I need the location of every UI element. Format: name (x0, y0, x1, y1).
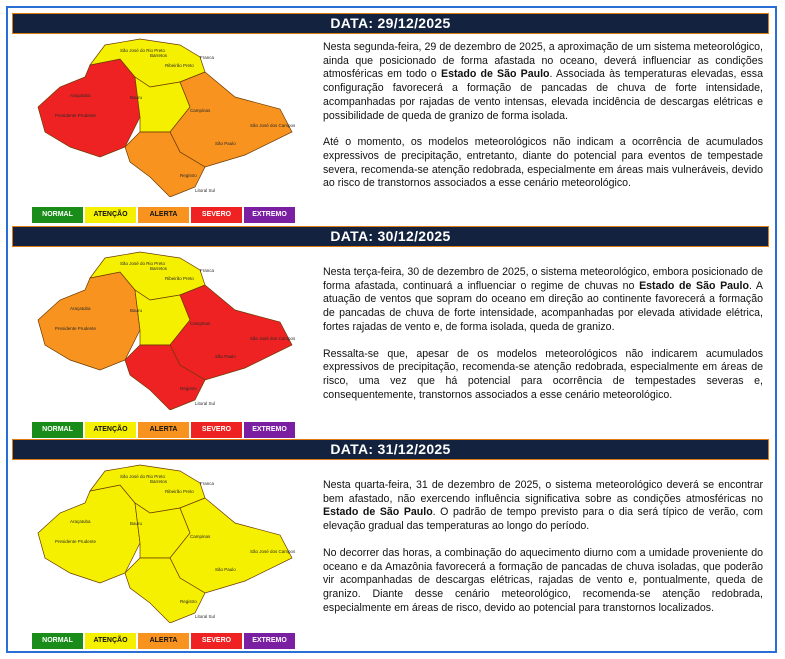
forecast-text (323, 266, 763, 415)
svg-text:São José do Rio Preto: São José do Rio Preto (120, 261, 166, 266)
svg-text:Franca: Franca (200, 481, 215, 486)
svg-text:Ribeirão Preto: Ribeirão Preto (165, 489, 194, 494)
svg-text:Araçatuba: Araçatuba (70, 519, 91, 524)
legend-atencao: ATENÇÃO (85, 207, 136, 223)
legend-severo: SEVERO (191, 207, 242, 223)
svg-text:São José do Rio Preto: São José do Rio Preto (120, 474, 166, 479)
date-header: DATA: 30/12/2025 (12, 226, 769, 247)
legend-normal: NORMAL (32, 207, 83, 223)
day-section (12, 226, 769, 436)
date-header: DATA: 29/12/2025 (12, 13, 769, 34)
legend-severo: SEVERO (191, 422, 242, 438)
svg-text:Araçatuba: Araçatuba (70, 306, 91, 311)
forecast-text (323, 479, 763, 628)
svg-text:Franca: Franca (200, 55, 215, 60)
legend-alerta: ALERTA (138, 633, 189, 649)
date-header: DATA: 31/12/2025 (12, 439, 769, 460)
legend-severo: SEVERO (191, 633, 242, 649)
svg-text:Araçatuba: Araçatuba (70, 93, 91, 98)
legend-extremo: EXTREMO (244, 422, 295, 438)
paragraph-2: Ressalta-se que, apesar de os modelos meteorológicos não indicarem acumulados expressivos de precipitação, recomenda-se atenção redobrada, especialmente em áreas de risco, uma vez que há potencial para ocorrência de tempestades severas e, consequentemente, transtornos associados a esse cenário meteorológico. (323, 347, 763, 401)
paragraph-1: Nesta segunda-feira, 29 de dezembro de 2025, a aproximação de um sistema meteorológico, ainda que posicionado de forma afastada no oceano, deverá influenciar as condições atmosféricas em todo o Estado de São Paulo. Associada às temperaturas elevadas, essa configuração favorecerá a formação de pancadas de chuva de forte intensidade, acompanhadas por rajadas de vento intensas, elevada incidência de descargas elétricas e possibilidade de queda de granizo de forma isolada. (323, 41, 763, 122)
sao-paulo-map (30, 463, 300, 623)
legend-normal: NORMAL (32, 422, 83, 438)
legend-atencao: ATENÇÃO (85, 633, 136, 649)
svg-text:Litoral Sul: Litoral Sul (195, 614, 216, 619)
legend-extremo: EXTREMO (244, 633, 295, 649)
svg-text:Bauru: Bauru (130, 521, 143, 526)
svg-text:São José do Rio Preto: São José do Rio Preto (120, 48, 166, 53)
alert-legend (32, 207, 297, 223)
svg-text:São Paulo: São Paulo (215, 567, 236, 572)
alert-legend (32, 422, 297, 438)
legend-atencao: ATENÇÃO (85, 422, 136, 438)
svg-text:Ribeirão Preto: Ribeirão Preto (165, 63, 194, 68)
sao-paulo-map (30, 37, 300, 197)
svg-text:Bauru: Bauru (130, 95, 143, 100)
svg-text:Campinas: Campinas (190, 534, 211, 539)
paragraph-1: Nesta quarta-feira, 31 de dezembro de 2025, o sistema meteorológico deverá se encontrar bem afastado, não exercendo influência significativa sobre as condições atmosféricas no Estado de São Paulo. O padrão de tempo previsto para o dia será típico de verão, com elevação gradual das temperaturas ao longo do período. (323, 479, 763, 533)
svg-text:Barretos: Barretos (150, 266, 168, 271)
svg-text:São José dos Campos: São José dos Campos (250, 336, 296, 341)
paragraph-2: Até o momento, os modelos meteorológicos não indicam a ocorrência de acumulados expressivos de precipitação, entretanto, diante do potencial para eventos de tempestade severa, recomenda-se atenção redobrada, especialmente em áreas mais vulneráveis, devido ao risco de transtornos associados a esse cenário meteorológico. (323, 136, 763, 190)
svg-text:Litoral Sul: Litoral Sul (195, 188, 216, 193)
paragraph-1: Nesta terça-feira, 30 de dezembro de 2025, o sistema meteorológico, embora posicionado de forma afastada, continuará a influenciar o regime de chuvas no Estado de São Paulo. A atuação de ventos que sopram do oceano em direção ao continente favorecerá a formação de pancadas de chuva de forte intensidade, acompanhadas por elevada atividade elétrica, fortes rajadas de vento e, de forma isolada, queda de granizo. (323, 266, 763, 333)
svg-text:Litoral Sul: Litoral Sul (195, 401, 216, 406)
svg-text:Presidente Prudente: Presidente Prudente (55, 113, 97, 118)
sao-paulo-map (30, 250, 300, 410)
svg-text:Ribeirão Preto: Ribeirão Preto (165, 276, 194, 281)
svg-text:São Paulo: São Paulo (215, 354, 236, 359)
svg-text:São José dos Campos: São José dos Campos (250, 549, 296, 554)
alert-legend (32, 633, 297, 649)
svg-text:São José dos Campos: São José dos Campos (250, 123, 296, 128)
legend-extremo: EXTREMO (244, 207, 295, 223)
legend-normal: NORMAL (32, 633, 83, 649)
legend-alerta: ALERTA (138, 207, 189, 223)
svg-text:Barretos: Barretos (150, 479, 168, 484)
day-section (12, 439, 769, 649)
svg-text:Campinas: Campinas (190, 321, 211, 326)
svg-text:Barretos: Barretos (150, 53, 168, 58)
forecast-text (323, 41, 763, 204)
legend-alerta: ALERTA (138, 422, 189, 438)
svg-text:Registro: Registro (180, 599, 197, 604)
svg-text:Registro: Registro (180, 173, 197, 178)
svg-text:Franca: Franca (200, 268, 215, 273)
day-section (12, 13, 769, 223)
svg-text:Bauru: Bauru (130, 308, 143, 313)
paragraph-2: No decorrer das horas, a combinação do aquecimento diurno com a umidade proveniente do oceano e da Amazônia favorecerá a formação de pancadas de chuva isoladas, que poderão vir acompanhadas de descargas elétricas, rajadas de vento e, pontualmente, queda de granizo. Diante desse cenário meteorológico, recomenda-se atenção redobrada, especialmente em áreas de risco, devido ao potencial para transtornos localizados. (323, 546, 763, 614)
svg-text:Presidente Prudente: Presidente Prudente (55, 539, 97, 544)
svg-text:Presidente Prudente: Presidente Prudente (55, 326, 97, 331)
svg-text:Registro: Registro (180, 386, 197, 391)
svg-text:Campinas: Campinas (190, 108, 211, 113)
svg-text:São Paulo: São Paulo (215, 141, 236, 146)
